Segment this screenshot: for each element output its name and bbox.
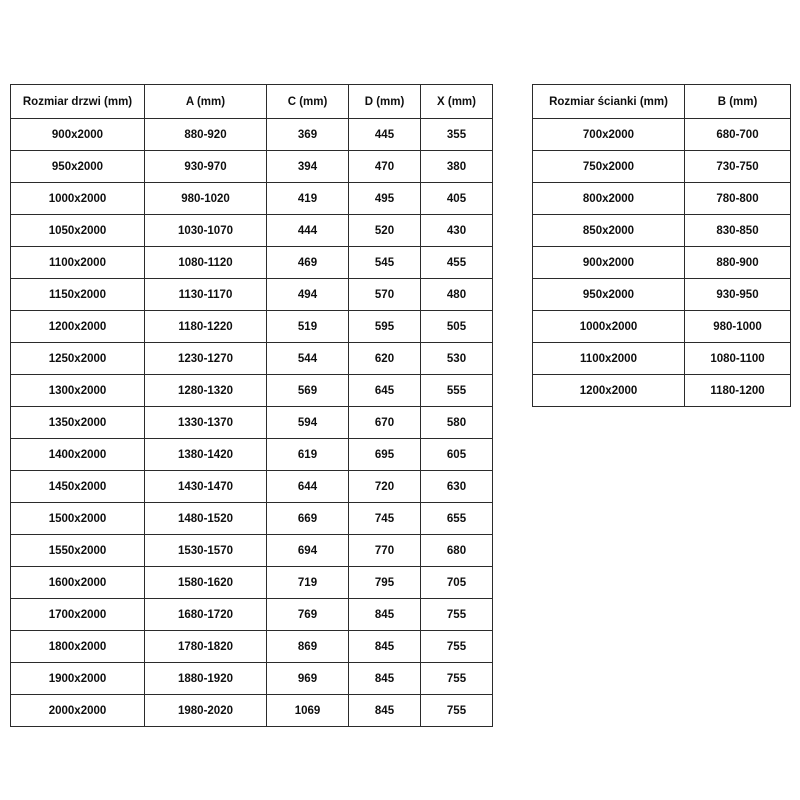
table-cell: 880-920	[145, 119, 267, 151]
table-cell: 845	[349, 663, 421, 695]
table-cell: 1200x2000	[533, 375, 685, 407]
table-cell: 1180-1220	[145, 311, 267, 343]
table-cell: 1530-1570	[145, 535, 267, 567]
table-cell: 850x2000	[533, 215, 685, 247]
column-header-b: B (mm)	[685, 85, 791, 119]
table-cell: 1380-1420	[145, 439, 267, 471]
table-header-row	[533, 85, 791, 119]
table-cell: 719	[267, 567, 349, 599]
table-cell: 580	[421, 407, 493, 439]
table-cell: 1080-1120	[145, 247, 267, 279]
table-cell: 1680-1720	[145, 599, 267, 631]
table-row	[11, 695, 493, 727]
doors-size-table-container	[10, 84, 493, 727]
table-cell: 980-1020	[145, 183, 267, 215]
table-cell: 695	[349, 439, 421, 471]
table-row	[533, 279, 791, 311]
table-cell: 880-900	[685, 247, 791, 279]
table-cell: 1130-1170	[145, 279, 267, 311]
table-cell: 700x2000	[533, 119, 685, 151]
table-cell: 594	[267, 407, 349, 439]
table-row	[11, 343, 493, 375]
table-row	[11, 663, 493, 695]
table-cell: 455	[421, 247, 493, 279]
table-cell: 419	[267, 183, 349, 215]
table-cell: 930-970	[145, 151, 267, 183]
table-cell: 780-800	[685, 183, 791, 215]
table-cell: 495	[349, 183, 421, 215]
table-cell: 1300x2000	[11, 375, 145, 407]
table-cell: 669	[267, 503, 349, 535]
table-cell: 655	[421, 503, 493, 535]
table-cell: 980-1000	[685, 311, 791, 343]
table-cell: 1980-2020	[145, 695, 267, 727]
table-cell: 830-850	[685, 215, 791, 247]
table-row	[533, 311, 791, 343]
table-cell: 644	[267, 471, 349, 503]
table-cell: 755	[421, 695, 493, 727]
table-cell: 1100x2000	[11, 247, 145, 279]
table-cell: 900x2000	[11, 119, 145, 151]
table-row	[11, 183, 493, 215]
table-cell: 520	[349, 215, 421, 247]
wall-size-table-container	[532, 84, 791, 407]
table-cell: 800x2000	[533, 183, 685, 215]
table-row	[533, 151, 791, 183]
table-cell: 750x2000	[533, 151, 685, 183]
table-row	[11, 311, 493, 343]
table-cell: 394	[267, 151, 349, 183]
table-row	[11, 247, 493, 279]
table-cell: 405	[421, 183, 493, 215]
table-cell: 770	[349, 535, 421, 567]
table-cell: 900x2000	[533, 247, 685, 279]
table-cell: 1069	[267, 695, 349, 727]
table-cell: 755	[421, 631, 493, 663]
table-cell: 645	[349, 375, 421, 407]
table-cell: 694	[267, 535, 349, 567]
table-cell: 1350x2000	[11, 407, 145, 439]
table-cell: 605	[421, 439, 493, 471]
table-cell: 369	[267, 119, 349, 151]
table-cell: 1000x2000	[11, 183, 145, 215]
table-cell: 469	[267, 247, 349, 279]
table-cell: 1500x2000	[11, 503, 145, 535]
doors-size-table	[10, 84, 493, 727]
table-cell: 2000x2000	[11, 695, 145, 727]
table-row	[11, 215, 493, 247]
column-header-a: A (mm)	[145, 85, 267, 119]
table-cell: 1000x2000	[533, 311, 685, 343]
table-cell: 1330-1370	[145, 407, 267, 439]
table-cell: 1100x2000	[533, 343, 685, 375]
table-cell: 705	[421, 567, 493, 599]
table-row	[11, 439, 493, 471]
table-cell: 769	[267, 599, 349, 631]
table-cell: 480	[421, 279, 493, 311]
table-cell: 680	[421, 535, 493, 567]
table-cell: 545	[349, 247, 421, 279]
table-cell: 1580-1620	[145, 567, 267, 599]
table-row	[11, 279, 493, 311]
table-cell: 1230-1270	[145, 343, 267, 375]
table-row	[11, 407, 493, 439]
table-cell: 1600x2000	[11, 567, 145, 599]
table-header-row	[11, 85, 493, 119]
table-cell: 445	[349, 119, 421, 151]
table-row	[533, 183, 791, 215]
table-cell: 1250x2000	[11, 343, 145, 375]
column-header-x: X (mm)	[421, 85, 493, 119]
table-cell: 745	[349, 503, 421, 535]
table-cell: 720	[349, 471, 421, 503]
table-cell: 845	[349, 599, 421, 631]
table-cell: 569	[267, 375, 349, 407]
wall-table-body	[533, 119, 791, 407]
table-row	[11, 375, 493, 407]
table-cell: 1550x2000	[11, 535, 145, 567]
table-cell: 470	[349, 151, 421, 183]
table-cell: 1900x2000	[11, 663, 145, 695]
wall-size-table	[532, 84, 791, 407]
table-cell: 680-700	[685, 119, 791, 151]
table-cell: 1480-1520	[145, 503, 267, 535]
table-cell: 730-750	[685, 151, 791, 183]
table-cell: 530	[421, 343, 493, 375]
table-cell: 755	[421, 599, 493, 631]
doors-table-header	[11, 85, 493, 119]
table-cell: 380	[421, 151, 493, 183]
table-cell: 969	[267, 663, 349, 695]
table-cell: 1800x2000	[11, 631, 145, 663]
doors-table-body	[11, 119, 493, 727]
table-cell: 1780-1820	[145, 631, 267, 663]
table-cell: 950x2000	[533, 279, 685, 311]
table-cell: 755	[421, 663, 493, 695]
table-cell: 1150x2000	[11, 279, 145, 311]
column-header-door-size: Rozmiar drzwi (mm)	[11, 85, 145, 119]
table-row	[11, 599, 493, 631]
table-row	[533, 343, 791, 375]
table-cell: 505	[421, 311, 493, 343]
table-cell: 555	[421, 375, 493, 407]
table-cell: 544	[267, 343, 349, 375]
table-cell: 630	[421, 471, 493, 503]
table-cell: 1700x2000	[11, 599, 145, 631]
table-cell: 670	[349, 407, 421, 439]
table-cell: 1430-1470	[145, 471, 267, 503]
table-cell: 595	[349, 311, 421, 343]
table-cell: 519	[267, 311, 349, 343]
table-cell: 1180-1200	[685, 375, 791, 407]
table-cell: 1080-1100	[685, 343, 791, 375]
column-header-c: C (mm)	[267, 85, 349, 119]
table-cell: 845	[349, 695, 421, 727]
table-cell: 570	[349, 279, 421, 311]
table-row	[533, 247, 791, 279]
table-row	[11, 471, 493, 503]
table-cell: 619	[267, 439, 349, 471]
table-row	[11, 119, 493, 151]
table-row	[11, 567, 493, 599]
table-cell: 355	[421, 119, 493, 151]
table-cell: 869	[267, 631, 349, 663]
table-row	[533, 215, 791, 247]
table-cell: 1450x2000	[11, 471, 145, 503]
table-row	[11, 631, 493, 663]
table-cell: 1280-1320	[145, 375, 267, 407]
table-cell: 930-950	[685, 279, 791, 311]
table-cell: 1200x2000	[11, 311, 145, 343]
column-header-wall-size: Rozmiar ścianki (mm)	[533, 85, 685, 119]
table-row	[533, 375, 791, 407]
table-cell: 950x2000	[11, 151, 145, 183]
table-cell: 1050x2000	[11, 215, 145, 247]
column-header-d: D (mm)	[349, 85, 421, 119]
table-row	[11, 151, 493, 183]
table-row	[11, 535, 493, 567]
table-cell: 494	[267, 279, 349, 311]
table-cell: 430	[421, 215, 493, 247]
table-cell: 795	[349, 567, 421, 599]
table-row	[533, 119, 791, 151]
table-cell: 1030-1070	[145, 215, 267, 247]
table-cell: 1880-1920	[145, 663, 267, 695]
table-cell: 845	[349, 631, 421, 663]
wall-table-header	[533, 85, 791, 119]
table-cell: 620	[349, 343, 421, 375]
table-cell: 444	[267, 215, 349, 247]
table-cell: 1400x2000	[11, 439, 145, 471]
table-row	[11, 503, 493, 535]
